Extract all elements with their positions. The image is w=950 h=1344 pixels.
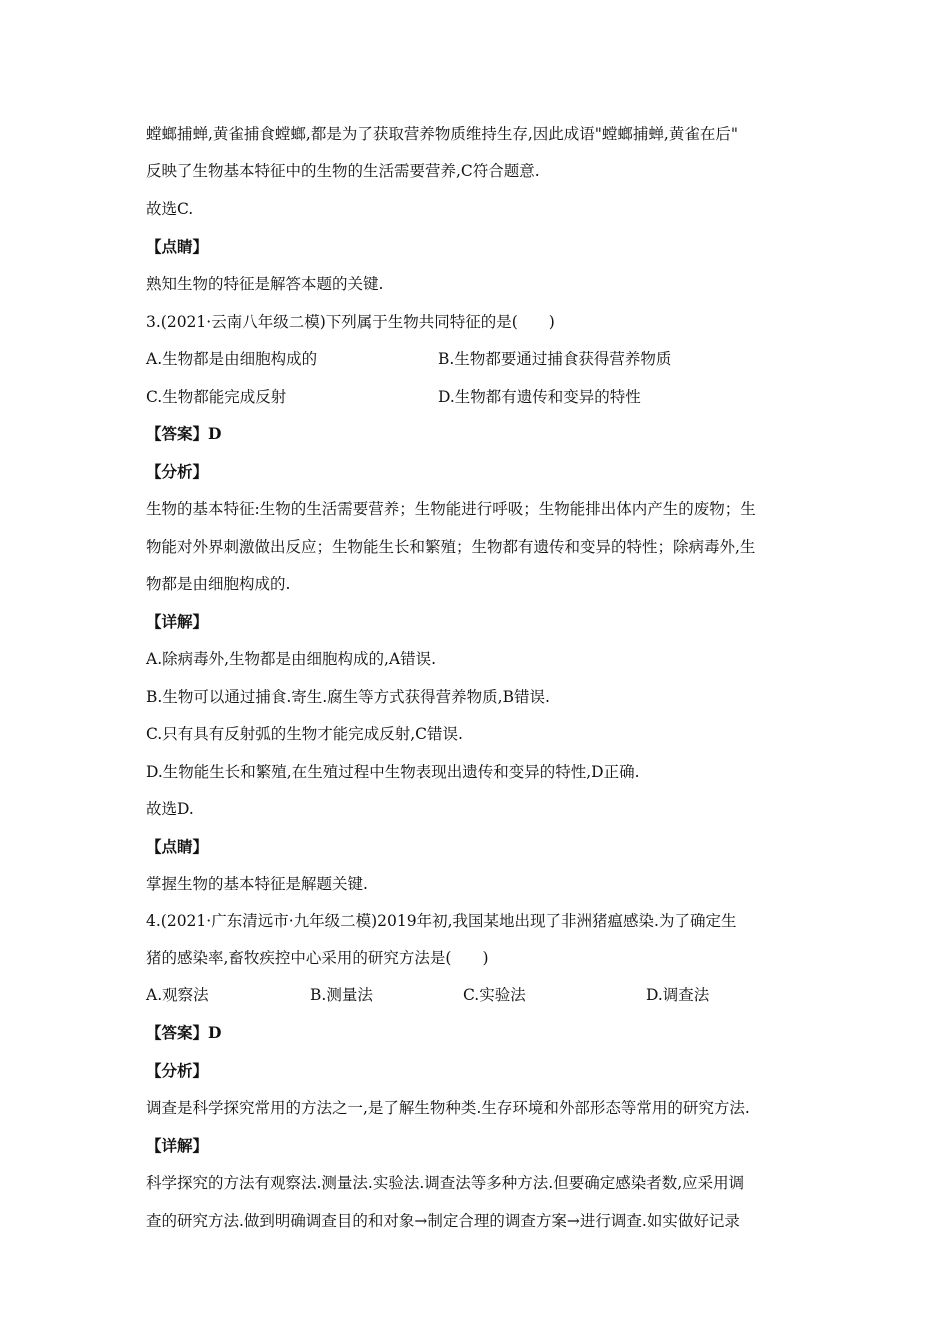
question-3-option-a: A.生物都是由细胞构成的 — [146, 350, 318, 368]
question-4-option-b: B.测量法 — [310, 986, 373, 1004]
question-3-option-d: D.生物都有遗传和变异的特性 — [438, 388, 641, 406]
text-line: B.生物可以通过捕食.寄生.腐生等方式获得营养物质,B错误. — [146, 688, 550, 706]
text-line: 物能对外界刺激做出反应；生物能生长和繁殖；生物都有遗传和变异的特性；除病毒外,生 — [146, 538, 756, 556]
question-4-stem: 4.(2021·广东清远市·九年级二模)2019年初,我国某地出现了非洲猪瘟感染.为了确定生 — [146, 912, 737, 930]
text-line: 故选C. — [146, 200, 194, 218]
text-line: 物都是由细胞构成的. — [146, 575, 291, 593]
section-label-dianjing: 【点睛】 — [146, 237, 209, 256]
question-4-option-d: D.调查法 — [646, 986, 710, 1004]
section-label-dianjing: 【点睛】 — [146, 837, 209, 856]
section-label-xiangjie: 【详解】 — [146, 1136, 209, 1155]
text-line: C.只有具有反射弧的生物才能完成反射,C错误. — [146, 725, 463, 743]
text-line: D.生物能生长和繁殖,在生殖过程中生物表现出遗传和变异的特性,D正确. — [146, 763, 640, 781]
question-4-option-a: A.观察法 — [146, 986, 209, 1004]
answer-label: 【答案】D — [146, 1023, 222, 1042]
section-label-fenxi: 【分析】 — [146, 462, 209, 481]
text-line: 反映了生物基本特征中的生物的生活需要营养,C符合题意. — [146, 162, 540, 180]
question-3-option-c: C.生物都能完成反射 — [146, 388, 287, 406]
text-line: 科学探究的方法有观察法.测量法.实验法.调查法等多种方法.但要确定感染者数,应采用调 — [146, 1174, 745, 1192]
text-line: 故选D. — [146, 800, 194, 818]
text-line: A.除病毒外,生物都是由细胞构成的,A错误. — [146, 650, 437, 668]
answer-label: 【答案】D — [146, 424, 222, 443]
section-label-fenxi: 【分析】 — [146, 1061, 209, 1080]
question-3-option-b: B.生物都要通过捕食获得营养物质 — [438, 350, 672, 368]
text-line: 螳螂捕蝉,黄雀捕食螳螂,都是为了获取营养物质维持生存,因此成语"螳螂捕蝉,黄雀在后" — [146, 125, 738, 143]
text-line: 掌握生物的基本特征是解题关键. — [146, 875, 368, 893]
question-4-option-c: C.实验法 — [463, 986, 526, 1004]
question-3-stem: 3.(2021·云南八年级二模)下列属于生物共同特征的是( ) — [146, 313, 555, 331]
text-line: 熟知生物的特征是解答本题的关键. — [146, 275, 384, 293]
question-4-stem-cont: 猪的感染率,畜牧疾控中心采用的研究方法是( ) — [146, 949, 489, 967]
section-label-xiangjie: 【详解】 — [146, 612, 209, 631]
text-line: 生物的基本特征:生物的生活需要营养；生物能进行呼吸；生物能排出体内产生的废物；生 — [146, 500, 756, 518]
text-line: 查的研究方法.做到明确调查目的和对象→制定合理的调查方案→进行调查.如实做好记录 — [146, 1212, 740, 1230]
text-line: 调查是科学探究常用的方法之一,是了解生物种类.生存环境和外部形态等常用的研究方法. — [146, 1099, 750, 1117]
